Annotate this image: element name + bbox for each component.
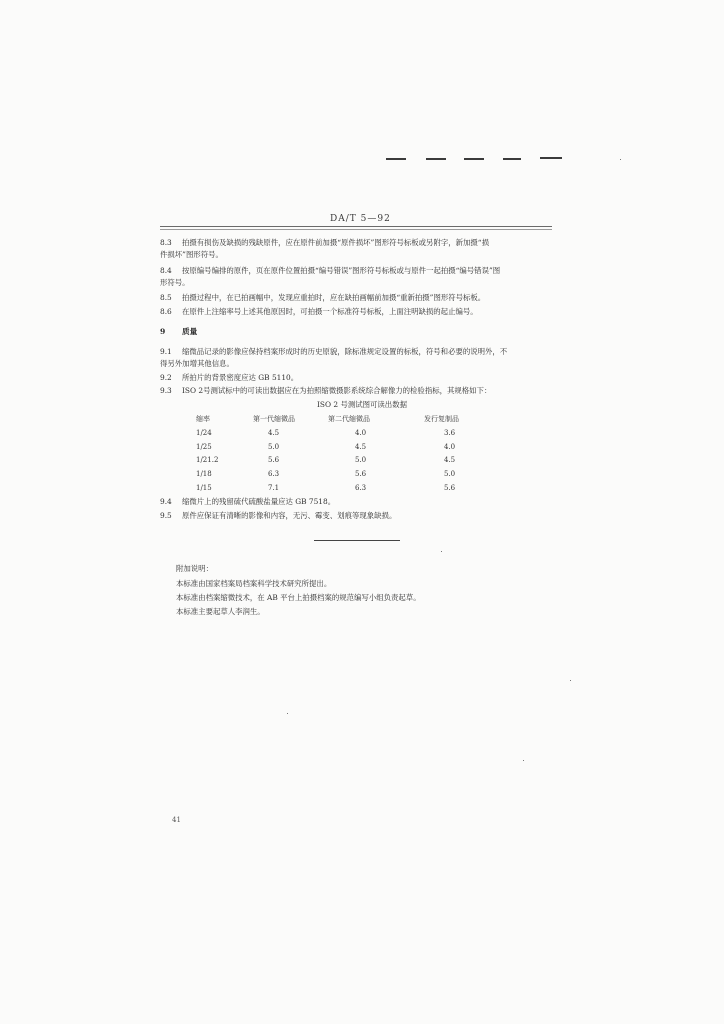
clause-number: 9.2 — [160, 373, 172, 382]
scan-speck — [287, 713, 288, 714]
table-cell: 5.0 — [268, 443, 280, 451]
clause-number: 8.3 — [160, 238, 172, 247]
clause-line: 9.3 ISO 2号测试标中的可读出数据应在为拍照缩微摄影系统综合解像力的检验指标，其规格如下： — [160, 386, 492, 395]
clause-number: 8.5 — [160, 293, 172, 302]
scan-speck — [523, 760, 524, 761]
table-cell: 5.0 — [444, 470, 456, 478]
table-cell: 5.0 — [355, 456, 367, 464]
table-cell: 1/15 — [196, 484, 212, 492]
end-rule — [314, 540, 400, 541]
table-cell: 4.5 — [268, 429, 280, 437]
scan-speck — [620, 159, 621, 160]
table-cell: 5.6 — [268, 456, 280, 464]
clause-line: 8.4 按原编号编排的原件，页在原件位置拍摄“编号错误”图形符号标板或与原件一起拍摄“编号错误”图 — [160, 266, 501, 275]
clause-line: 件损坏”图形符号。 — [160, 250, 223, 259]
table-header: 第二代缩微品 — [328, 415, 370, 423]
table-cell: 4.5 — [444, 456, 456, 464]
clause-number: 9.3 — [160, 386, 172, 395]
table-cell: 1/21.2 — [196, 456, 219, 464]
clause-number: 9.1 — [160, 347, 172, 356]
table-cell: 6.3 — [268, 470, 280, 478]
table-cell: 5.6 — [355, 470, 367, 478]
clause-number: 9.4 — [160, 497, 172, 506]
scan-dash — [386, 158, 406, 160]
scan-dash — [540, 157, 562, 159]
clause-number: 8.4 — [160, 266, 172, 275]
scan-speck — [441, 551, 442, 552]
clause-line: 得另外加增其他信息。 — [160, 359, 234, 368]
header-rule-thin — [160, 229, 552, 230]
scan-speck — [570, 680, 571, 681]
clause-line: 8.3 拍摄有损伤及缺损的残缺原件，应在原件前加摄“原件损坏”图形符号标板或另附字，新加摄“损 — [160, 238, 489, 247]
table-cell: 6.3 — [355, 484, 367, 492]
clause-number: 9.5 — [160, 511, 172, 520]
scan-dash — [503, 158, 521, 160]
table-cell: 1/18 — [196, 470, 212, 478]
scan-dash — [426, 158, 446, 160]
header-rule — [160, 226, 552, 227]
page-number: 41 — [172, 816, 181, 824]
table-cell: 1/24 — [196, 429, 212, 437]
clause-line: 8.5 拍摄过程中，在已拍画幅中，发现应重拍时，应在缺拍画幅前加摄“重新拍摄”图形符号标板。 — [160, 293, 486, 302]
table-caption: ISO 2 号测试图可读出数据 — [317, 400, 407, 409]
clause-line: 9.2 所拍片的背景密度应达 GB 5110。 — [160, 373, 299, 382]
clause-line: 9.5 原件应保证有清晰的影像和内容，无污、霉变、划痕等现象缺损。 — [160, 511, 397, 520]
scan-dash — [464, 158, 484, 160]
notes-line: 本标准主要起草人李润生。 — [176, 607, 265, 616]
clause-number: 8.6 — [160, 307, 172, 316]
table-cell: 1/25 — [196, 443, 212, 451]
table-header: 发行复制品 — [424, 415, 459, 423]
table-header: 第一代缩微品 — [253, 415, 295, 423]
notes-line: 本标准由国家档案局档案科学技术研究所提出。 — [176, 579, 332, 588]
table-cell: 4.0 — [355, 429, 367, 437]
clause-line: 9.4 缩微片上的残留硫代硫酸盐量应达 GB 7518。 — [160, 497, 336, 506]
table-cell: 5.6 — [444, 484, 456, 492]
clause-line: 8.6 在原件上注缩率号上述其他原因时，可拍摄一个标准符号标板，上面注明缺损的起止编号。 — [160, 307, 478, 316]
standard-code: DA/T 5—92 — [330, 214, 391, 224]
notes-line: 本标准由档案缩微技术，在 AB 平台上拍摄档案的规范编写小组负责起草。 — [176, 593, 421, 602]
clause-line: 形符号。 — [160, 278, 190, 287]
table-cell: 3.6 — [444, 429, 456, 437]
table-cell: 4.5 — [355, 443, 367, 451]
table-cell: 7.1 — [268, 484, 280, 492]
table-cell: 4.0 — [444, 443, 456, 451]
section-heading: 9 质量 — [160, 327, 198, 336]
clause-line: 9.1 缩微品记录的影像应保持档案形成时的历史原貌，除标准规定设置的标板，符号和必要的说明外，不 — [160, 347, 508, 356]
table-header: 缩率 — [196, 415, 210, 423]
notes-title: 附加说明： — [176, 564, 213, 573]
